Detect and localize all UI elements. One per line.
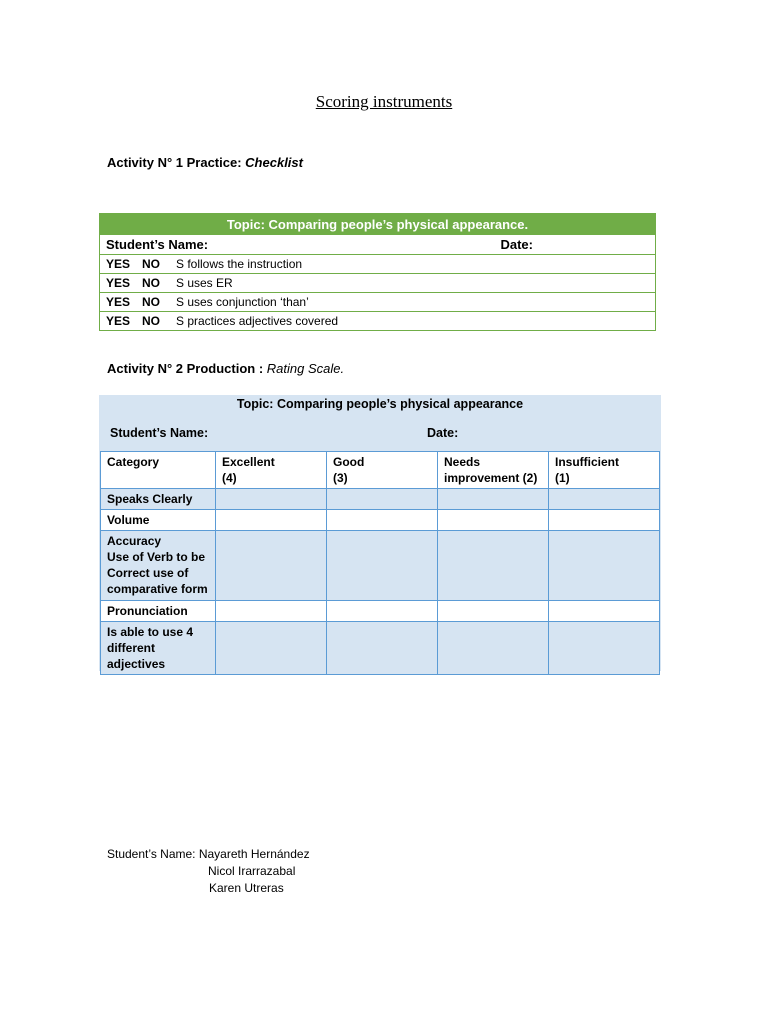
rating-scale bbox=[99, 395, 661, 671]
rating-cell bbox=[438, 531, 549, 601]
rating-cell bbox=[438, 489, 549, 510]
rating-cell bbox=[438, 510, 549, 531]
checklist-item-text: S uses ER bbox=[176, 276, 233, 290]
column-header-category: Category bbox=[101, 452, 216, 489]
checklist-item-text: S uses conjunction ‘than’ bbox=[176, 295, 309, 309]
rating-cell bbox=[216, 531, 327, 601]
activity2-type: Rating Scale. bbox=[266, 361, 345, 376]
rating-cell bbox=[327, 510, 438, 531]
no-option: NO bbox=[142, 276, 160, 290]
student-names bbox=[107, 846, 310, 897]
column-header-needs-improvement: Needs improvement (2) bbox=[438, 452, 549, 489]
rating-cell bbox=[438, 601, 549, 622]
checklist-item bbox=[100, 312, 656, 331]
row-label-accuracy: Accuracy Use of Verb to be Correct use of comparative form bbox=[101, 531, 216, 601]
no-option: NO bbox=[142, 295, 160, 309]
rating-cell bbox=[549, 601, 660, 622]
checklist-item bbox=[100, 293, 656, 312]
row-label-adjectives: Is able to use 4 different adjectives bbox=[101, 622, 216, 675]
checklist-name-row bbox=[100, 235, 656, 255]
student-names-label: Student’s Name: bbox=[107, 847, 196, 861]
checklist-item-text: S practices adjectives covered bbox=[176, 314, 339, 328]
rating-cell bbox=[216, 510, 327, 531]
activity1-type: Checklist bbox=[245, 155, 303, 170]
yes-option: YES bbox=[106, 257, 131, 271]
column-header-good: Good (3) bbox=[327, 452, 438, 489]
activity1-heading-text: Activity N° 1 Practice: bbox=[107, 155, 242, 170]
activity1-heading bbox=[107, 155, 303, 170]
rating-cell bbox=[216, 601, 327, 622]
student-name: Karen Utreras bbox=[209, 881, 284, 895]
rating-cell bbox=[327, 531, 438, 601]
column-header-insufficient: Insufficient (1) bbox=[549, 452, 660, 489]
rating-cell bbox=[549, 510, 660, 531]
row-label-volume: Volume bbox=[101, 510, 216, 531]
activity2-heading bbox=[107, 361, 344, 376]
rating-cell bbox=[216, 622, 327, 675]
page-title: Scoring instruments bbox=[315, 92, 453, 111]
rating-name-label: Student’s Name: bbox=[110, 426, 209, 440]
row-label-speaks-clearly: Speaks Clearly bbox=[101, 489, 216, 510]
rating-topic: Topic: Comparing people’s physical appearance bbox=[236, 397, 524, 411]
rating-cell bbox=[216, 489, 327, 510]
rating-date-label: Date: bbox=[427, 426, 459, 440]
student-name-line-1 bbox=[107, 846, 310, 863]
rating-cell bbox=[549, 531, 660, 601]
checklist-item bbox=[100, 255, 656, 274]
rating-grid bbox=[100, 451, 660, 675]
checklist-topic: Topic: Comparing people’s physical appearance. bbox=[100, 214, 656, 235]
no-option: NO bbox=[142, 314, 160, 328]
yes-option: YES bbox=[106, 295, 131, 309]
rating-cell bbox=[549, 489, 660, 510]
row-label-pronunciation: Pronunciation bbox=[101, 601, 216, 622]
checklist-name-label: Student’s Name: bbox=[106, 237, 209, 252]
rating-cell bbox=[438, 622, 549, 675]
column-header-excellent: Excellent (4) bbox=[216, 452, 327, 489]
yes-option: YES bbox=[106, 314, 131, 328]
checklist-item bbox=[100, 274, 656, 293]
rating-cell bbox=[549, 622, 660, 675]
checklist-date-label: Date: bbox=[500, 237, 533, 252]
rating-cell bbox=[327, 601, 438, 622]
activity2-heading-text: Activity N° 2 Production : bbox=[107, 361, 264, 376]
student-name: Nicol Irarrazabal bbox=[208, 864, 296, 878]
yes-option: YES bbox=[106, 276, 131, 290]
rating-cell bbox=[327, 489, 438, 510]
checklist-table bbox=[99, 213, 656, 331]
no-option: NO bbox=[142, 257, 160, 271]
student-name: Nayareth Hernández bbox=[198, 847, 310, 861]
checklist-item-text: S follows the instruction bbox=[176, 257, 303, 271]
rating-cell bbox=[327, 622, 438, 675]
